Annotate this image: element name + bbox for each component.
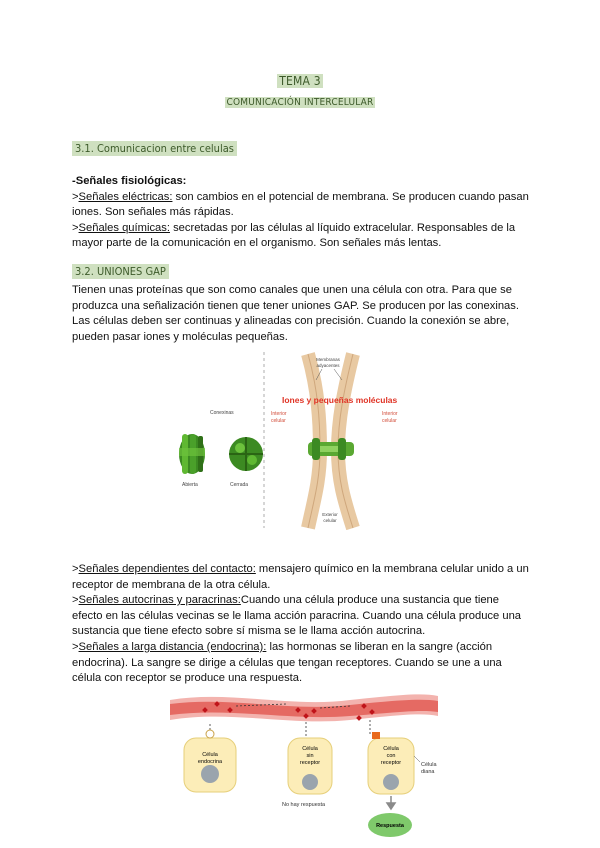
section-heading-1: 3.1. Comunicacion entre celulas [72, 141, 237, 156]
contact-text: mensajero químico en la membrana celular unido a un receptor de membrana de la otra célula. [72, 563, 529, 591]
blood-vessel [170, 694, 438, 721]
chemical-text: secretadas por las células al líquido extracelular. Responsables de la mayor parte de la comunicación en el organismo. Son señales más lentas. [72, 221, 516, 250]
page-subtitle [0, 97, 600, 108]
section3-body [72, 562, 532, 687]
auto-label: Señales autocrinas y paracrinas: [78, 594, 241, 607]
section-heading-2: 3.2. UNIONES GAP [72, 264, 169, 279]
conexinas-label: Conexinas [210, 410, 234, 416]
exterior-label-1: Exterior [322, 512, 338, 517]
no-response-label: No hay respuesta [282, 802, 326, 808]
cell1-label-1: Célula [202, 752, 218, 758]
cell3-label-2: con [386, 753, 396, 759]
signals-intro: -Señales fisiológicas: [72, 175, 187, 187]
abierta-label: Abierta [182, 482, 198, 488]
cell2-label-3: receptor [299, 760, 321, 766]
contact-label: Señales dependientes del contacto: [78, 563, 256, 575]
cell1-label-2: endocrina [197, 759, 223, 765]
autocrine-signals: >Señales autocrinas y paracrinas:Cuando una célula produce una sustancia que tiene efecto en las células vecinas se le llama acción paracrina. Cuando una célula produce una sustancia que tiene efecto sobre sí misma se le llama acción autocrina. [72, 594, 522, 638]
connexin-open-icon [179, 434, 205, 474]
gap-junction-figure [168, 350, 428, 530]
subtitle-text: COMUNICACIÓN INTERCELULAR [226, 97, 374, 108]
cerrada-label: Cerrada [230, 482, 249, 488]
cell2-label-1: Célula [302, 746, 318, 752]
response-label: Respuesta [376, 823, 404, 829]
distance-label: Señales a larga distancia (endocrina): [78, 640, 267, 653]
chemical-signals: >Señales químicas: secretadas por las células al líquido extracelular. Responsables de la mayor parte de la comunicación en el organismo. Son señales más lentas. [72, 221, 516, 250]
electric-signals: >Señales eléctricas: son cambios en el potencial de membrana. Se producen cuando pasan iones. Son señales más rápidas. [72, 190, 529, 219]
iones-label: Iones y pequeñas moléculas [282, 395, 398, 405]
cell3-label-3: receptor [380, 760, 402, 766]
auto-text: Cuando una célula produce una sustancia que tiene efecto en las células vecinas se le llama acción paracrina. Cuando una célula produce una sustancia que tiene efecto sobre sí misma se le llama acción autocrina. [72, 594, 522, 638]
membranas-label-1: Membranas [316, 357, 340, 362]
response-arrow-icon [387, 796, 395, 809]
membranas-label-2: adyacentes [316, 363, 340, 368]
section1-body [72, 174, 532, 252]
cell3-label-1: Célula [383, 746, 399, 752]
distance-text: las hormonas se liberan en la sangre (acción endocrina). La sangre se dirige a células que tengan receptores. Cuando se une a una célula con receptor se produce una respuesta. [72, 640, 502, 685]
interior-right-1: Interior [382, 411, 398, 417]
endocrine-figure [170, 690, 440, 845]
electric-text: son cambios en el potencial de membrana. Se producen cuando pasan iones. Son señales más rápidas. [72, 190, 529, 219]
interior-left-2: celular [271, 418, 286, 424]
diana-label-1: Célula [421, 762, 437, 768]
connexon-channel [308, 438, 354, 460]
connexin-closed-icon [229, 437, 263, 471]
exterior-label-2: celular [323, 518, 337, 523]
interior-left-1: Interior [271, 411, 287, 417]
endocrine-signals: >Señales a larga distancia (endocrina): las hormonas se liberan en la sangre (acción endocrina). La sangre se dirige a células que tengan receptores. Cuando se une a una célula con receptor se produce una respuesta. [72, 640, 502, 685]
diana-label-2: diana [421, 769, 435, 775]
gap-paragraph: Tienen unas proteínas que son como canales que unen una célula con otra. Para que se produzca una señalización tienen que tener uniones GAP. Se producen por las conexinas. Las células deben ser continuas y alineadas con precisión. Cuando la conexión se abre, pueden pasar iones y moléculas pequeñas. [72, 284, 519, 343]
page-title [0, 74, 600, 88]
electric-label: Señales eléctricas: [78, 190, 173, 203]
cell2-label-2: sin [306, 753, 314, 759]
chemical-label: Señales químicas: [78, 221, 170, 234]
contact-signals: >Señales dependientes del contacto: mensajero químico en la membrana celular unido a un receptor de membrana de la otra célula. [72, 563, 529, 591]
tema-title: TEMA 3 [279, 74, 321, 88]
interior-right-2: celular [382, 418, 397, 424]
